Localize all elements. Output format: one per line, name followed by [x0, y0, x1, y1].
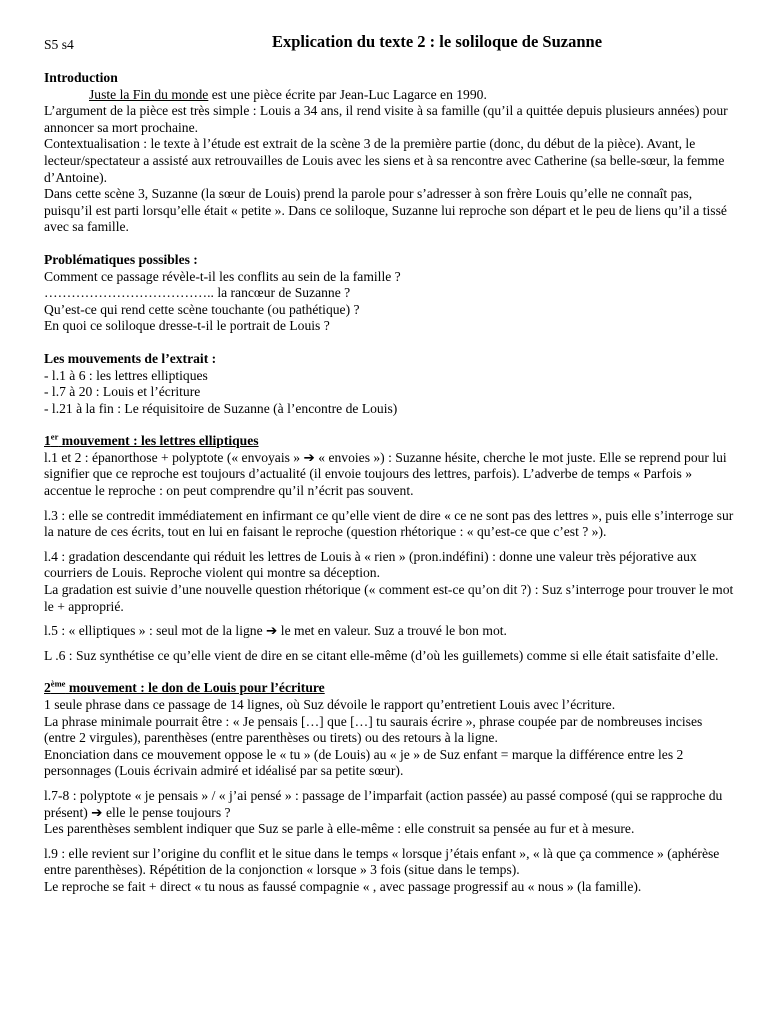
mouvement2-number: 2 [44, 680, 51, 696]
problematique-item: Qu’est-ce qui rend cette scène touchante (ou pathétique) ? [44, 301, 360, 317]
mouvement1-number: 1 [44, 433, 51, 449]
mouvement1-section [44, 433, 734, 664]
mouvement2-paragraph-2a: l.7-8 : polyptote « je pensais » / « j’ai pensé » : passage de l’imparfait (action passée) au passé composé (qui se rapproche du présent) ➔ elle le pense toujours ? [44, 787, 723, 820]
mouvement1-title: mouvement : les lettres elliptiques [58, 433, 259, 449]
mouvement2-paragraph-1c: Enonciation dans ce mouvement oppose le « tu » (de Louis) au « je » de Suz enfant = marque la différence entre les 2 personnages (Louis écrivain admiré et idéalisé par sa petite sœur). [44, 746, 684, 779]
introduction-work-line [44, 87, 734, 104]
mouvement2-heading [44, 680, 734, 697]
mouvements-heading: Les mouvements de l’extrait : [44, 350, 217, 366]
problematiques-section [44, 252, 734, 335]
mouvement-item: - l.7 à 20 : Louis et l’écriture [44, 384, 201, 400]
mouvement2-paragraph-3b: Le reproche se fait + direct « tu nous as faussé compagnie « , avec passage progressif au « nous » (la famille). [44, 878, 642, 894]
introduction-heading: Introduction [44, 70, 118, 85]
document-title: Explication du texte 2 : le soliloque de Suzanne [272, 32, 603, 51]
introduction-section [44, 70, 734, 236]
mouvement2-paragraph-1b: La phrase minimale pourrait être : « Je pensais […] que […] tu saurais écrire », phrase coupée par de nombreuses incises (entre 2 virgules), parenthèses (entre parenthèses ou tirets) ou des retours à la ligne. [44, 713, 703, 746]
mouvement1-paragraph-4: l.5 : « elliptiques » : seul mot de la ligne ➔ le met en valeur. Suz a trouvé le bon mot. [44, 623, 507, 639]
problematique-item: En quoi ce soliloque dresse-t-il le portrait de Louis ? [44, 318, 330, 334]
mouvement2-ordinal: ème [50, 678, 66, 689]
problematiques-heading: Problématiques possibles : [44, 251, 198, 267]
mouvement-item: - l.21 à la fin : Le réquisitoire de Suzanne (à l’encontre de Louis) [44, 400, 398, 416]
mouvement2-title: mouvement : le don de Louis pour l’écriture [65, 680, 325, 696]
mouvement2-paragraph-2b: Les parenthèses semblent indiquer que Suz se parle à elle-même : elle construit sa pensée au fur et à mesure. [44, 821, 635, 837]
problematique-item: Comment ce passage révèle-t-il les conflits au sein de la famille ? [44, 268, 401, 284]
introduction-scene: Dans cette scène 3, Suzanne (la sœur de Louis) prend la parole pour s’adresser à son frère Louis qu’elle ne connaît pas, puisqu’il est parti lorsqu’elle était « petite ». Dans ce soliloque, Suzanne lui reproche son départ et le peu de liens qu’il a tissé avec sa famille. [44, 186, 727, 235]
mouvement1-paragraph-2: l.3 : elle se contredit immédiatement en infirmant ce qu’elle vient de dire « ce ne sont pas des lettres », puis elle s’interroge sur la nature de ces écrits, tout en lui en faisant le reproche (question rhétorique : « qu’est-ce que c’est ? »). [44, 507, 734, 540]
document-header [44, 34, 734, 56]
mouvements-section [44, 351, 734, 417]
document-page [44, 34, 734, 896]
mouvement-item: - l.1 à 6 : les lettres elliptiques [44, 367, 208, 383]
mouvement1-paragraph-3b: La gradation est suivie d’une nouvelle question rhétorique (« comment est-ce qu’on dit ?) : Suz s’interroge pour trouver le mot le + approprié. [44, 582, 734, 614]
mouvement2-section [44, 680, 734, 895]
mouvement1-ordinal: er [50, 431, 59, 442]
introduction-context: Contextualisation : le texte à l’étude est extrait de la scène 3 de la première partie (donc, du début de la pièce). Avant, le lecteur/spectateur a assisté aux retrouvailles de Louis avec les siens et à sa rencontre avec Catherine (sa belle-sœur, la femme d’Antoine). [44, 136, 725, 185]
mouvement1-paragraph-1: l.1 et 2 : épanorthose + polyptote (« envoyais » ➔ « envoies ») : Suzanne hésite, cherche le mot juste. Elle se reprend pour lui signifier que ce reproche est toujours d’actualité (il envoie toujours des lettres, parfois). L’adverbe de temps « Parfois » accentue le reproche : on peut comprendre qu’il n’écrit pas souvent. [44, 449, 727, 499]
problematique-item: ……………………………….. la rancœur de Suzanne ? [44, 285, 351, 301]
mouvement2-paragraph-1a: 1 seule phrase dans ce passage de 14 lignes, où Suz dévoile le rapport qu’entretient Louis avec l’écriture. [44, 697, 616, 712]
mouvement1-paragraph-5: L .6 : Suz synthétise ce qu’elle vient de dire en se citant elle-même (d’où les guillemets) comme si elle était satisfaite d’elle. [44, 647, 719, 663]
work-description: est une pièce écrite par Jean-Luc Lagarce en 1990. [208, 86, 487, 102]
work-title: Juste la Fin du monde [89, 86, 209, 102]
mouvement1-paragraph-3a: l.4 : gradation descendante qui réduit les lettres de Louis à « rien » (pron.indéfini) : donne une valeur très péjorative aux courriers de Louis. Reproche violent qui montre sa déception. [44, 548, 697, 581]
course-code: S5 s4 [44, 37, 74, 52]
mouvement1-heading [44, 433, 734, 450]
mouvement2-paragraph-3a: l.9 : elle revient sur l’origine du conflit et le situe dans le temps « lorsque j’étais enfant », « là que ça commence » (aphérèse entre parenthèses). Répétition de la conjonction « lorsque » 3 fois (situe dans le temps). [44, 845, 720, 878]
introduction-argument: L’argument de la pièce est très simple : Louis a 34 ans, il rend visite à sa famille (qu’il a quittée depuis plusieurs années) pour annoncer sa mort prochaine. [44, 103, 728, 135]
